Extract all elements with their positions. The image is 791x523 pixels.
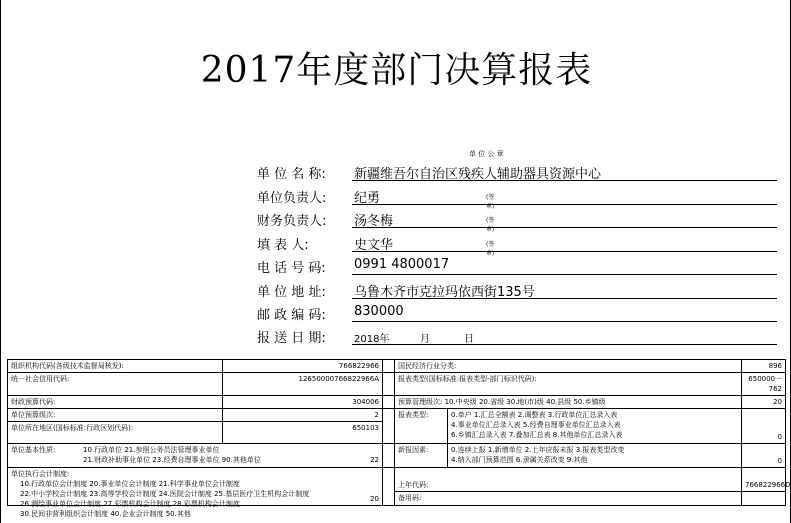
report-kind-value: 0 xyxy=(742,409,786,444)
unit-nature-value: 22 xyxy=(370,456,379,464)
unit-head-value: 纪勇 xyxy=(354,191,381,206)
table-row xyxy=(8,444,786,468)
accounting-system-value: 20 xyxy=(370,495,379,503)
field-label: 报 送 日 期: xyxy=(257,331,326,346)
report-kind-options: 0.单户 1.汇总全额表 2.调整表 3.行政单位汇总录入表 4.事业单位汇总录入表 5.经费自理事业单位汇总录入表 6.乡镇汇总录入表 7.叠加汇总表 8.其他单位汇总录入表 xyxy=(448,409,742,444)
org-code-label: 组织机构代码(各级技术监督局核发): xyxy=(8,360,223,373)
accounting-system-options: 10.行政单位会计制度 20.事业单位会计制度 21.科学事业单位会计制度 22.中小学校会计制度 23.高等学校会计制度 24.医院会计制度 25.基层医疗卫生机构会计制度 26.测绘事业单位会计制度 27.彩票机构会计制度 28.彩票机构会计制度 30.民间非营利组织会计制度 40.企业会计制度 50.其他 xyxy=(20,480,310,518)
unit-nature-options: 10.行政单位 21.参照公务员法管理事业单位 21.财政补助事业单位 23.经费自理事业单位 90.其他单位 xyxy=(83,446,261,464)
budget-level-value: 20 xyxy=(742,396,786,409)
underline xyxy=(352,251,777,252)
underline xyxy=(352,274,777,275)
signature-note: (签章) xyxy=(486,217,495,233)
field-label: 财务负责人: xyxy=(257,214,327,229)
table-spacer xyxy=(383,373,395,396)
accounting-system-label: 单位执行会计制度: xyxy=(11,470,70,478)
report-year: 2018年 xyxy=(354,334,390,345)
spare-code-value xyxy=(742,492,786,506)
table-spacer xyxy=(383,468,395,506)
unit-name-value: 新疆维吾尔自治区残疾人辅助器具资源中心 xyxy=(354,167,602,182)
underline xyxy=(352,227,777,228)
table-spacer xyxy=(383,396,395,409)
table-row xyxy=(8,468,786,492)
table-row xyxy=(8,373,786,396)
region-code-value: 650103 xyxy=(223,422,383,444)
preparer-value: 史文华 xyxy=(354,238,394,253)
signature-note: (签章) xyxy=(486,194,495,210)
credit-code-label: 统一社会信用代码: xyxy=(8,373,223,396)
underline xyxy=(352,298,777,299)
field-label: 单位负责人: xyxy=(257,191,327,206)
unit-seal-label: 单 位 公 章 xyxy=(469,150,504,158)
underline xyxy=(352,344,777,345)
table-spacer xyxy=(383,444,395,468)
address-value: 乌鲁木齐市克拉玛依西街135号 xyxy=(354,285,535,300)
org-code-value: 766822966 xyxy=(223,360,383,373)
report-day: 日 xyxy=(464,334,474,345)
field-label: 电 话 号 码: xyxy=(257,261,326,276)
prev-year-code-value: 766822966D xyxy=(742,468,786,492)
report-month: 月 xyxy=(420,334,430,345)
table-spacer xyxy=(383,360,395,373)
underline xyxy=(352,321,777,322)
field-label: 邮 政 编 码: xyxy=(257,308,326,323)
report-kind-label: 报表类型: xyxy=(395,409,448,444)
page-title: 2017年度部门决算报表 xyxy=(200,50,593,91)
unit-budget-level-value: 2 xyxy=(223,409,383,422)
new-report-value: 0 xyxy=(742,444,786,468)
table-row xyxy=(8,396,786,409)
new-report-options: 0.连续上报 1.新增单位 2.上年应报未报 3.报表类型改变 4.纳入部门预算范围 6.隶属关系改变 9.其他 xyxy=(448,444,742,468)
table-spacer xyxy=(383,409,395,444)
underline xyxy=(352,180,777,181)
prev-year-code-label: 上年代码: xyxy=(395,468,742,492)
budget-code-value: 304006 xyxy=(223,396,383,409)
field-label: 填 表 人: xyxy=(257,238,309,253)
field-label: 单 位 地 址: xyxy=(257,285,326,300)
spare-code-label: 备用码: xyxy=(395,492,742,506)
postcode-value: 830000 xyxy=(354,304,404,319)
signature-note: (签章) xyxy=(486,241,495,257)
unit-nature-cell xyxy=(8,444,383,468)
credit-code-value: 12650000766822966A xyxy=(223,373,383,396)
accounting-system-cell xyxy=(8,468,383,518)
budget-code-label: 财政预算代码: xyxy=(8,396,223,409)
industry-class-value: 896 xyxy=(742,360,786,373)
table-row xyxy=(8,360,786,373)
basic-info-table xyxy=(7,359,791,518)
table-row xyxy=(8,409,786,422)
unit-nature-label: 单位基本性质: xyxy=(11,446,56,454)
industry-class-label: 国民经济行业分类: xyxy=(395,360,742,373)
finance-head-value: 汤冬梅 xyxy=(354,214,394,229)
region-code-label: 单位所在地区(国标标准:行政区划代码): xyxy=(8,422,223,444)
budget-level-label: 预算管理级次: 10.中央级 20.省级 30.地(市)级 40.县级 50.乡镇级 xyxy=(395,396,742,409)
report-type-code-label: 报表类型(国标标准:报表类型-部门标识代码): xyxy=(395,373,742,396)
phone-value: 0991 4800017 xyxy=(354,257,450,272)
report-type-code-value: 650000一762 xyxy=(742,373,786,396)
underline xyxy=(352,204,777,205)
unit-budget-level-label: 单位预算级次: xyxy=(8,409,223,422)
field-label: 单 位 名 称: xyxy=(257,167,326,182)
new-report-label: 新报因素: xyxy=(395,444,448,468)
